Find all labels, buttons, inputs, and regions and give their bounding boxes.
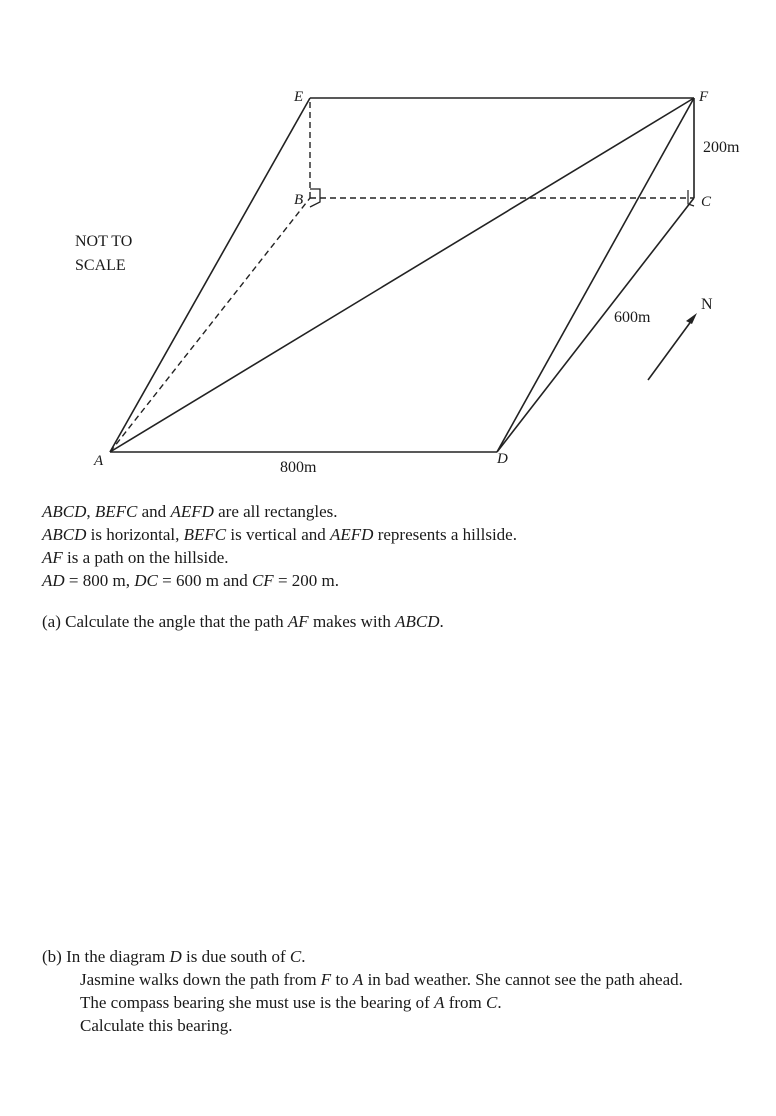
statement-4: AD = 800 m, DC = 600 m and CF = 200 m. — [42, 571, 340, 590]
note-line-2: SCALE — [75, 257, 126, 274]
vertex-label-e: E — [294, 89, 304, 105]
vertex-label-f: F — [699, 89, 709, 105]
statement-2: ABCD is horizontal, BEFC is vertical and AEFD represents a hillside. — [42, 525, 517, 544]
part-b-line-1: (b) In the diagram D is due south of C. — [42, 947, 306, 966]
measure-ad: 800m — [280, 459, 317, 476]
north-label: N — [701, 296, 713, 313]
vertex-label-c: C — [701, 194, 712, 210]
note-line-1: NOT TO — [75, 233, 133, 250]
question-part-a: (a) Calculate the angle that the path AF makes with ABCD. — [42, 612, 444, 631]
edge-dc — [497, 198, 694, 452]
north-arrow-head — [686, 313, 697, 324]
part-b-line-3: The compass bearing she must use is the bearing of A from C. — [80, 993, 502, 1012]
path-af — [110, 98, 694, 452]
vertex-label-a: A — [94, 453, 104, 469]
statement-3: AF is a path on the hillside. — [42, 548, 229, 567]
question-part-b — [42, 945, 683, 1037]
part-b-line-2: Jasmine walks down the path from F to A in bad weather. She cannot see the path ahead. — [80, 970, 683, 989]
part-b-line-4: Calculate this bearing. — [80, 1016, 233, 1035]
vertex-label-d: D — [497, 451, 508, 467]
edge-ae — [110, 98, 310, 452]
not-to-scale-note — [75, 230, 132, 278]
question-statements — [42, 500, 517, 592]
measure-cf: 200m — [703, 139, 740, 156]
vertex-label-b: B — [294, 192, 304, 208]
statement-1: ABCD, BEFC and AEFD are all rectangles. — [42, 502, 338, 521]
north-arrow — [648, 320, 692, 380]
edge-df — [497, 98, 694, 452]
edge-ab-hidden — [110, 198, 310, 452]
measure-dc: 600m — [614, 309, 651, 326]
